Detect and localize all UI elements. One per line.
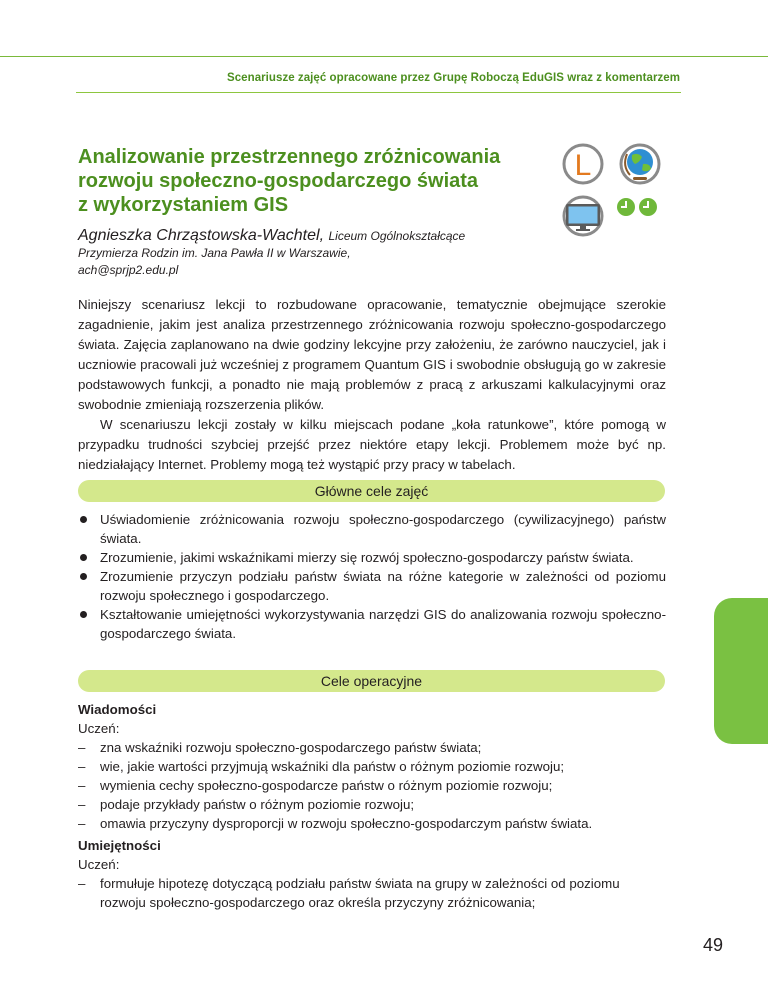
title-line-3: z wykorzystaniem GIS	[78, 194, 289, 216]
intro-text	[78, 295, 666, 475]
title-line-2: rozwoju społeczno-gospodarczego świata	[78, 170, 479, 192]
knowledge-intro: Uczeń:	[78, 721, 120, 736]
running-header: Scenariusze zajęć opracowane przez Grupę Roboczą EduGIS wraz z komentarzem	[227, 72, 680, 84]
intro-paragraph-1: Niniejszy scenariusz lekcji to rozbudowane opracowanie, tematycznie obejmujące szerokie zagadnienie, jakim jest analiza przestrzennego zróżnicowania rozwoju społeczno-gospodarczego świata. Zajęcia zaplanowano na dwie godziny lekcyjne przy założeniu, że zarówno nauczyciel, jak i uczniowie pracowali już wcześniej z programem Quantum GIS i swobodnie obsługują go w zakresie podstawowych funkcji, a ponadto nie mają problemów z pracą z arkuszami kalkulacyjnymi oraz swobodnie zmieniają rozszerzenia plików.	[78, 297, 666, 412]
globe-icon	[621, 145, 659, 183]
list-item: – podaje przykłady państw o różnym poziomie rozwoju;	[78, 795, 666, 814]
section-banner-operational-goals: Cele operacyjne	[78, 670, 665, 692]
list-item: – zna wskaźniki rozwoju społeczno-gospodarczego państw świata;	[78, 738, 666, 757]
list-item: – wie, jakie wartości przyjmują wskaźniki dla państw o różnym poziomie rozwoju;	[78, 757, 666, 776]
knowledge-heading: Wiadomości	[78, 702, 157, 717]
knowledge-section	[78, 700, 666, 833]
skills-intro: Uczeń:	[78, 857, 120, 872]
section-banner-main-goals: Główne cele zajęć	[78, 480, 665, 502]
skills-section	[78, 836, 666, 912]
list-item: Zrozumienie przyczyn podziału państw świata na różne kategorie w zależności od poziomu rozwoju społecznego i gospodarczego.	[78, 567, 666, 605]
header-rule	[76, 92, 681, 93]
skills-heading: Umiejętności	[78, 838, 161, 853]
list-item: Zrozumienie, jakimi wskaźnikami mierzy się rozwój społeczno-gospodarczy państw świata.	[78, 548, 666, 567]
list-item: – formułuje hipotezę dotyczącą podziału państw świata na grupy w zależności od poziomu rozwoju społeczno-gospodarczego oraz określa przyczyny zróżnicowania;	[78, 874, 666, 912]
chapter-side-tab	[714, 598, 768, 744]
svg-text:L: L	[574, 149, 592, 182]
list-item: – wymienia cechy społeczno-gospodarcze państw o różnym poziomie rozwoju;	[78, 776, 666, 795]
list-item: Uświadomienie zróżnicowania rozwoju społeczno-gospodarczego (cywilizacyjnego) państw świata.	[78, 510, 666, 548]
title-line-1: Analizowanie przestrzennego zróżnicowania	[78, 146, 501, 168]
page-number: 49	[703, 935, 724, 955]
author-affiliation: Liceum Ogólnokształcące	[328, 229, 466, 243]
author-email: ach@sprjp2.edu.pl	[78, 263, 179, 277]
letter-l-circle-icon	[564, 145, 602, 183]
main-goals-list	[78, 510, 666, 643]
intro-paragraph-2: W scenariuszu lekcji zostały w kilku miejscach podane „koła ratunkowe”, które pomogą w przypadku trudności szybciej przejść przez niektóre etapy lekcji. Problemem może być np. niedziałający Internet. Problemy mogą też wystąpić przy pracy w tabelach.	[78, 417, 666, 472]
page-title	[78, 145, 538, 217]
author-affiliation-line: Przymierza Rodzin im. Jana Pawła II w Warszawie,	[78, 246, 351, 260]
header-divider	[0, 56, 768, 57]
clock-icon	[617, 198, 657, 216]
list-item: – omawia przyczyny dysproporcji w rozwoju społeczno-gospodarczym państw świata.	[78, 814, 666, 833]
list-item: Kształtowanie umiejętności wykorzystywania narzędzi GIS do analizowania rozwoju społeczno-gospodarczego świata.	[78, 605, 666, 643]
author-name: Agnieszka Chrząstowska-Wachtel,	[78, 227, 325, 244]
author-block	[78, 227, 598, 279]
